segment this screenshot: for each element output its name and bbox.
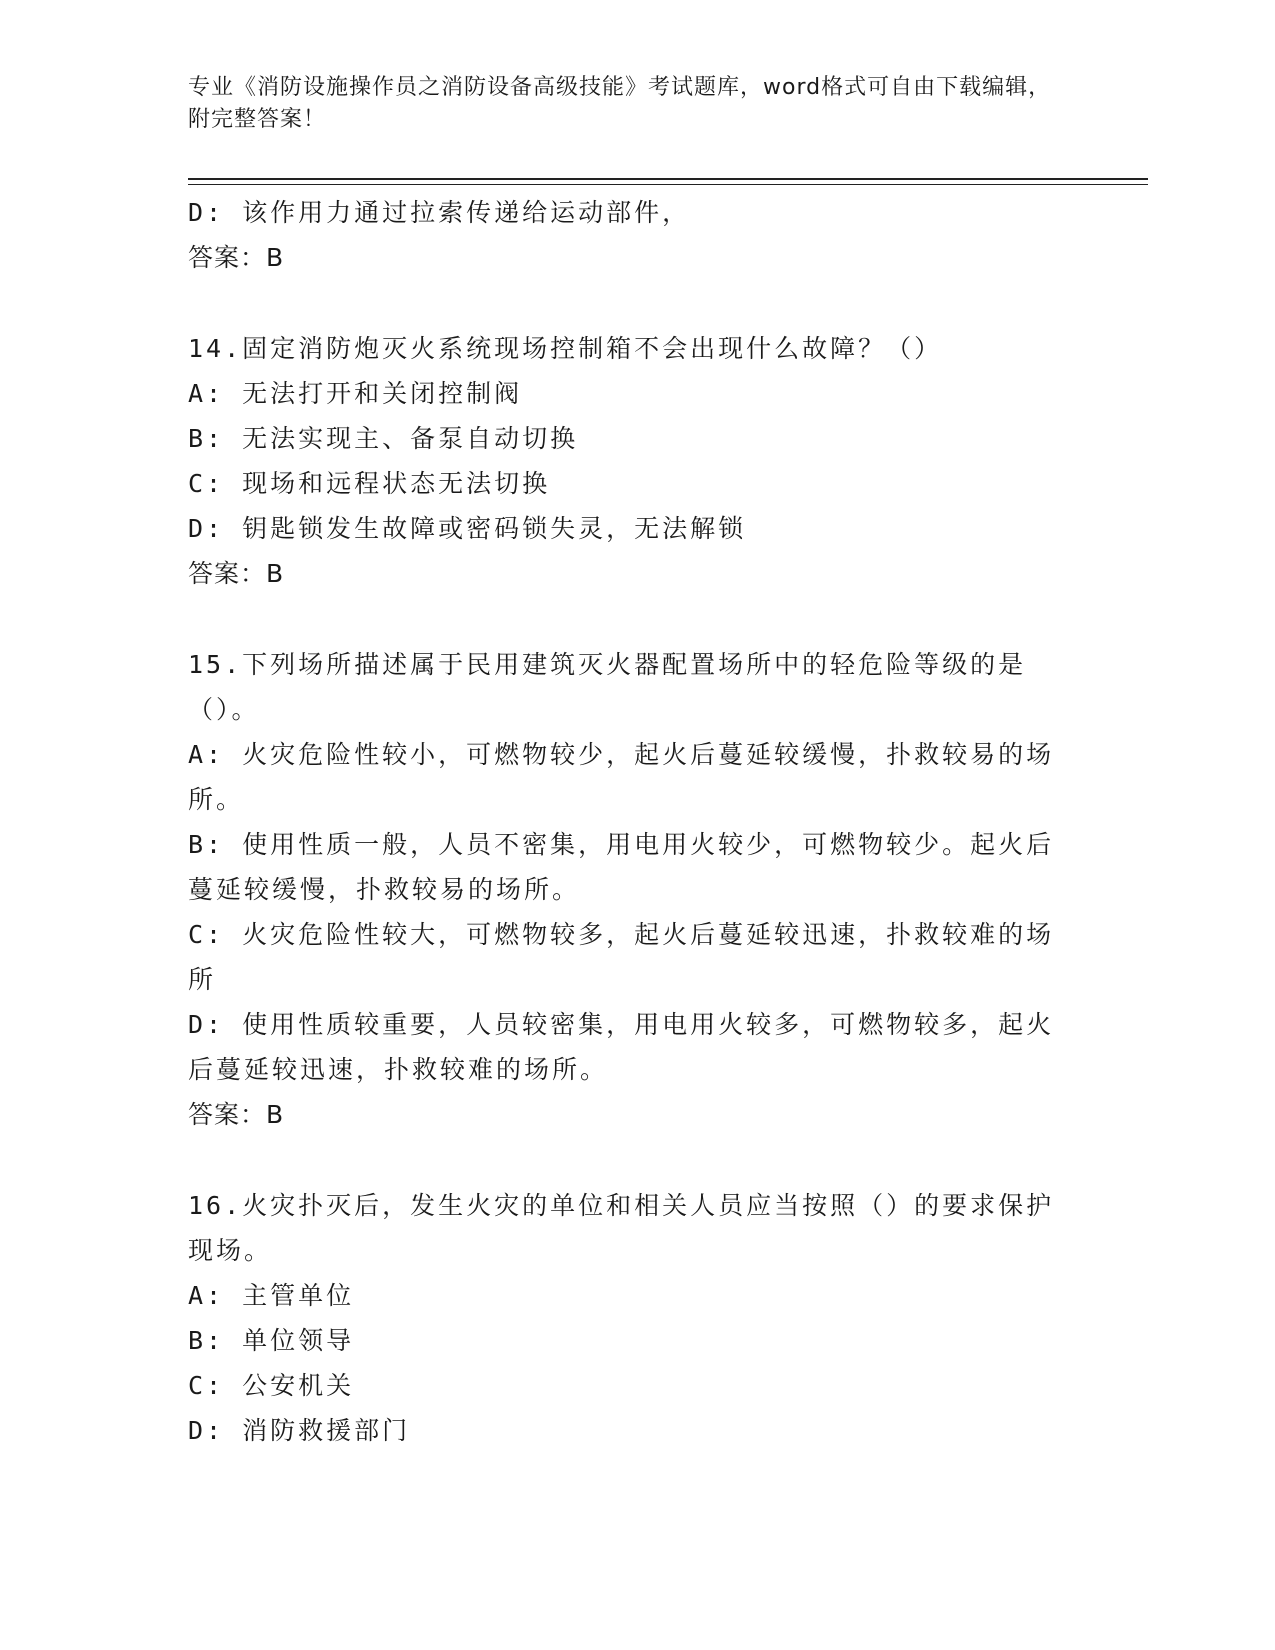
option-c: C: 火灾危险性较大，可燃物较多，起火后蔓延较迅速，扑救较难的场所 <box>188 920 1055 994</box>
header-divider-thick <box>188 178 1148 180</box>
option-b: B: 使用性质一般，人员不密集，用电用火较少，可燃物较少。起火后蔓延较缓慢，扑救较易的场所。 <box>188 830 1055 904</box>
answer-line: 答案：B <box>188 243 285 272</box>
option-d: D: 该作用力通过拉索传递给运动部件， <box>188 198 691 227</box>
question-14 <box>188 326 1068 596</box>
option-d: D: 消防救援部门 <box>188 1416 411 1445</box>
option-c: C: 公安机关 <box>188 1371 355 1400</box>
option-d: D: 使用性质较重要，人员较密集，用电用火较多，可燃物较多，起火后蔓延较迅速，扑救较难的场所。 <box>188 1010 1055 1084</box>
question-stem: 16.火灾扑灭后，发生火灾的单位和相关人员应当按照（）的要求保护现场。 <box>188 1191 1055 1265</box>
previous-question-tail <box>188 190 1068 280</box>
option-d: D: 钥匙锁发生故障或密码锁失灵，无法解锁 <box>188 514 747 543</box>
option-b: B: 单位领导 <box>188 1326 355 1355</box>
question-list <box>188 190 1068 1453</box>
answer-line: 答案：B <box>188 559 285 588</box>
question-stem: 15.下列场所描述属于民用建筑灭火器配置场所中的轻危险等级的是（）。 <box>188 650 1027 724</box>
option-c: C: 现场和远程状态无法切换 <box>188 469 551 498</box>
option-a: A: 无法打开和关闭控制阀 <box>188 379 523 408</box>
option-a: A: 火灾危险性较小，可燃物较少，起火后蔓延较缓慢，扑救较易的场所。 <box>188 740 1055 814</box>
question-16 <box>188 1183 1068 1453</box>
question-stem: 14.固定消防炮灭火系统现场控制箱不会出现什么故障？（） <box>188 334 943 363</box>
document-header: 专业《消防设施操作员之消防设备高级技能》考试题库，word格式可自由下载编辑，附完整答案！ <box>188 75 1052 132</box>
option-b: B: 无法实现主、备泵自动切换 <box>188 424 579 453</box>
header-divider-thin <box>188 184 1148 185</box>
question-15 <box>188 642 1068 1137</box>
option-a: A: 主管单位 <box>188 1281 355 1310</box>
answer-line: 答案：B <box>188 1100 285 1129</box>
